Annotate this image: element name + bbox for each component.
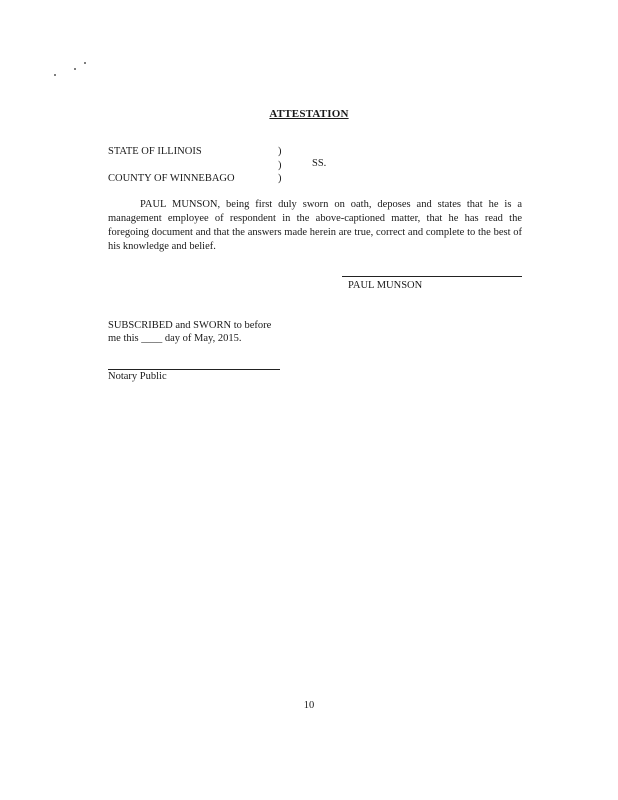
signatory-name: PAUL MUNSON [348,280,423,291]
document-title: ATTESTATION [269,108,349,120]
venue-bracket: ) [278,146,282,157]
scan-speck [84,62,86,64]
scan-specks [48,60,98,80]
signature-line [342,276,522,277]
attestation-body: PAUL MUNSON, being first duly sworn on oath, deposes and states that he is a management employee of respondent in the above-captioned matter, that he has read the foregoing document and that the answers made herein are true, correct and complete to the best of his knowledge and belief. [108,199,522,252]
venue-bracket: ) [278,173,282,184]
notary-signature-line [108,369,280,370]
venue-bracket: ) [278,160,282,171]
jurat-line-2: me this ____ day of May, 2015. [108,333,242,344]
ss-label: SS. [312,158,327,169]
notary-label: Notary Public [108,371,167,382]
scan-speck [74,68,76,70]
state-label: STATE OF ILLINOIS [108,146,202,157]
page-number: 10 [303,700,315,711]
jurat-line-1: SUBSCRIBED and SWORN to before [108,320,272,331]
scan-speck [54,74,56,76]
county-label: COUNTY OF WINNEBAGO [108,173,235,184]
